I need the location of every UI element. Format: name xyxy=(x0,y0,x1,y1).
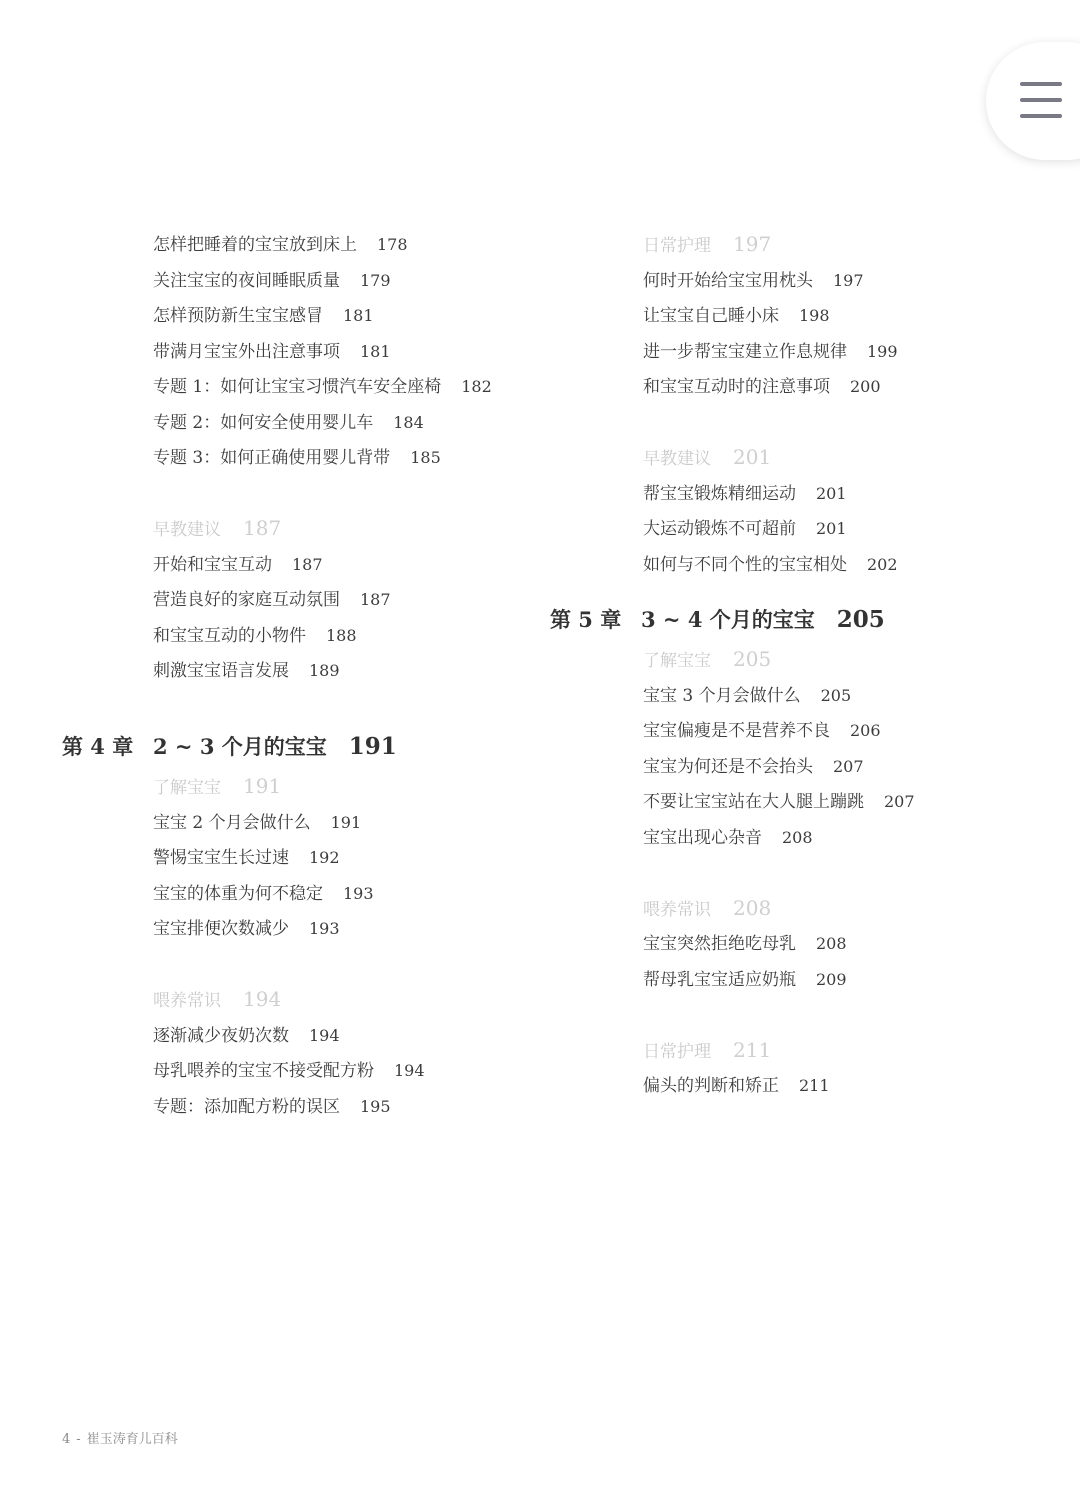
page-number: 188 xyxy=(326,625,357,645)
page-number: 187 xyxy=(292,554,323,574)
page-number: 192 xyxy=(309,848,340,867)
chapter-heading[interactable]: 第 5 章 3 ~ 4 个月的宝宝 205 xyxy=(550,606,885,633)
page-number: 193 xyxy=(343,883,374,903)
page-number: 194 xyxy=(309,1025,340,1045)
section-heading[interactable]: 日常护理 211 xyxy=(643,1037,772,1062)
page-number: 182 xyxy=(461,377,492,396)
page-footer: 4 - 崔玉涛育儿百科 xyxy=(62,1432,178,1447)
page-number: 198 xyxy=(799,306,830,325)
page-number: 181 xyxy=(343,306,374,325)
section-heading[interactable]: 喂养常识 208 xyxy=(643,895,772,920)
section-heading[interactable]: 日常护理 197 xyxy=(643,232,772,256)
footer-page-number: 4 xyxy=(62,1432,71,1447)
toc-entry[interactable]: 逐渐减少夜奶次数 194 xyxy=(153,1025,340,1046)
page-number: 195 xyxy=(360,1096,391,1116)
toc-entry[interactable]: 偏头的判断和矫正 211 xyxy=(643,1076,830,1096)
chapter-heading[interactable]: 第 4 章 2 ~ 3 个月的宝宝 191 xyxy=(62,733,397,760)
page-number: 211 xyxy=(799,1076,830,1095)
toc-entry[interactable]: 不要让宝宝站在大人腿上蹦跳 207 xyxy=(643,792,915,812)
toc-entry[interactable]: 关注宝宝的夜间睡眠质量 179 xyxy=(153,270,391,291)
section-heading[interactable]: 了解宝宝 205 xyxy=(643,647,772,671)
toc-entry[interactable]: 带满月宝宝外出注意事项 181 xyxy=(153,341,391,362)
page-number: 185 xyxy=(410,448,441,467)
page-number: 178 xyxy=(377,235,408,254)
page-number: 193 xyxy=(309,919,340,938)
toc-entry[interactable]: 如何与不同个性的宝宝相处 202 xyxy=(643,554,898,575)
page-number: 207 xyxy=(833,756,864,776)
toc-entry[interactable]: 专题 1：如何让宝宝习惯汽车安全座椅 182 xyxy=(153,377,492,397)
page-number: 184 xyxy=(393,412,424,432)
page-number: 206 xyxy=(850,721,881,740)
toc-entry[interactable]: 宝宝的体重为何不稳定 193 xyxy=(153,883,374,904)
toc-entry[interactable]: 宝宝排便次数减少 193 xyxy=(153,919,340,939)
page-number: 205 xyxy=(820,685,852,705)
toc-entry[interactable]: 帮母乳宝宝适应奶瓶 209 xyxy=(643,969,847,990)
toc-entry[interactable]: 大运动锻炼不可超前 201 xyxy=(643,519,847,539)
page-number: 181 xyxy=(360,341,391,361)
toc-entry[interactable]: 宝宝出现心杂音 208 xyxy=(643,827,813,848)
toc-entry[interactable]: 和宝宝互动时的注意事项 200 xyxy=(643,377,881,397)
page-number: 209 xyxy=(816,969,847,989)
toc-left-column xyxy=(62,227,492,1124)
page-number: 179 xyxy=(360,270,391,290)
page-number: 191 xyxy=(330,812,362,832)
toc-entry[interactable]: 宝宝突然拒绝吃母乳 208 xyxy=(643,934,847,954)
toc-entry[interactable]: 怎样预防新生宝宝感冒 181 xyxy=(153,306,374,326)
page-number: 197 xyxy=(833,270,864,290)
page-number: 208 xyxy=(816,934,847,953)
toc-entry[interactable]: 和宝宝互动的小物件 188 xyxy=(153,625,357,646)
section-heading[interactable]: 喂养常识 194 xyxy=(153,987,282,1011)
page-number: 187 xyxy=(360,590,391,609)
hamburger-menu-icon xyxy=(1020,82,1062,118)
toc-entry[interactable]: 进一步帮宝宝建立作息规律 199 xyxy=(643,341,898,362)
toc-entry[interactable]: 母乳喂养的宝宝不接受配方粉 194 xyxy=(153,1061,425,1081)
page-number: 208 xyxy=(782,827,813,847)
page-number: 194 xyxy=(394,1061,425,1080)
toc-entry[interactable]: 怎样把睡着的宝宝放到床上 178 xyxy=(153,235,408,255)
page-number: 201 xyxy=(816,483,847,503)
toc-entry[interactable]: 何时开始给宝宝用枕头 197 xyxy=(643,270,864,291)
toc-entry[interactable]: 宝宝 2 个月会做什么 191 xyxy=(153,812,362,833)
page-number: 200 xyxy=(850,377,881,396)
toc-entry[interactable]: 宝宝偏瘦是不是营养不良 206 xyxy=(643,721,881,741)
toc-entry[interactable]: 宝宝 3 个月会做什么 205 xyxy=(643,685,852,706)
section-heading[interactable]: 早教建议 187 xyxy=(153,516,282,540)
menu-button[interactable] xyxy=(986,42,1080,160)
page-number: 201 xyxy=(816,519,847,538)
toc-entry[interactable]: 营造良好的家庭互动氛围 187 xyxy=(153,590,391,610)
page-number: 207 xyxy=(884,792,915,811)
toc-entry[interactable]: 专题 2：如何安全使用婴儿车 184 xyxy=(153,412,424,433)
toc-right-column xyxy=(550,227,915,1104)
toc-entry[interactable]: 帮宝宝锻炼精细运动 201 xyxy=(643,483,847,504)
section-heading[interactable]: 了解宝宝 191 xyxy=(153,774,282,798)
toc-entry[interactable]: 专题：添加配方粉的误区 195 xyxy=(153,1096,391,1117)
toc-entry[interactable]: 开始和宝宝互动 187 xyxy=(153,554,323,575)
page-number: 202 xyxy=(867,554,898,574)
toc-entry[interactable]: 刺激宝宝语言发展 189 xyxy=(153,661,340,681)
section-heading[interactable]: 早教建议 201 xyxy=(643,445,772,469)
toc-entry[interactable]: 让宝宝自己睡小床 198 xyxy=(643,306,830,326)
footer-book-title: 崔玉涛育儿百科 xyxy=(86,1432,178,1447)
toc-entry[interactable]: 宝宝为何还是不会抬头 207 xyxy=(643,756,864,777)
toc-entry[interactable]: 专题 3：如何正确使用婴儿背带 185 xyxy=(153,448,441,468)
toc-entry[interactable]: 警惕宝宝生长过速 192 xyxy=(153,848,340,868)
page-number: 189 xyxy=(309,661,340,680)
page-number: 199 xyxy=(867,341,898,361)
